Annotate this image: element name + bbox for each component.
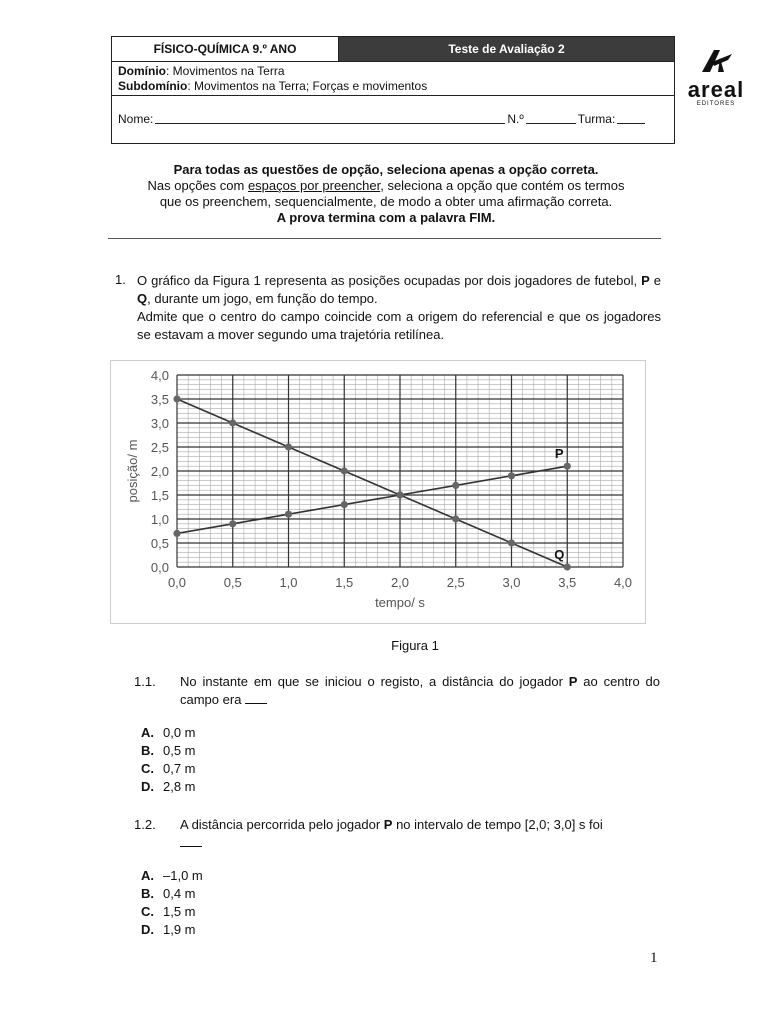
option-text: 1,5 m xyxy=(163,904,196,919)
option-letter: B. xyxy=(141,886,154,901)
x-tick-label: 3,5 xyxy=(558,575,577,590)
data-point-q xyxy=(229,419,236,426)
page-number: 1 xyxy=(650,950,658,966)
number-label: N.º xyxy=(507,112,524,126)
option-letter: D. xyxy=(141,779,154,794)
data-point-p xyxy=(341,501,348,508)
x-tick-label: 0,0 xyxy=(167,575,187,590)
option-letter: B. xyxy=(141,743,154,758)
data-point-q xyxy=(173,395,180,402)
data-point-q xyxy=(508,539,515,546)
data-point-p xyxy=(173,530,180,537)
option-text: 1,9 m xyxy=(163,922,196,937)
chart-svg xyxy=(111,361,645,623)
option-c[interactable] xyxy=(141,760,196,778)
data-point-q xyxy=(396,491,403,498)
y-tick-label: 0,0 xyxy=(150,560,169,575)
domain-line xyxy=(118,64,668,79)
class-field[interactable] xyxy=(617,112,645,124)
test-header xyxy=(111,36,675,144)
data-point-q xyxy=(285,443,292,450)
logo-mark-icon xyxy=(698,48,734,74)
option-b[interactable] xyxy=(141,742,196,760)
q1-player-p: P xyxy=(641,273,650,288)
x-tick-label: 2,0 xyxy=(390,575,410,590)
figure-caption: Figura 1 xyxy=(391,638,439,653)
q1-text-a: O gráfico da Figura 1 representa as posições ocupadas por dois jogadores de futebol, xyxy=(137,273,642,288)
q1-text-c: Admite que o centro do campo coincide com a origem do referencial e que os jogadores se estavam a mover segundo uma trajetória retilínea. xyxy=(137,309,661,342)
x-tick-label: 4,0 xyxy=(613,575,633,590)
instruction-line-4: A prova termina com a palavra FIM. xyxy=(276,210,496,225)
question-1-2-number: 1.2. xyxy=(134,817,156,832)
test-title: Teste de Avaliação 2 xyxy=(339,37,674,61)
option-letter: A. xyxy=(141,868,154,883)
data-point-q xyxy=(341,467,348,474)
y-tick-label: 0,5 xyxy=(150,536,169,551)
y-tick-label: 2,0 xyxy=(150,464,169,479)
class-label: Turma: xyxy=(577,112,616,126)
option-c[interactable] xyxy=(141,903,203,921)
data-point-p xyxy=(452,482,459,489)
data-point-p xyxy=(564,463,571,470)
name-field[interactable] xyxy=(155,112,505,124)
answer-blank xyxy=(245,693,267,704)
subdomain-value: : Movimentos na Terra; Forças e movimentos xyxy=(187,79,428,93)
header-title-row xyxy=(112,37,674,62)
option-d[interactable] xyxy=(141,778,196,796)
data-point-p xyxy=(229,520,236,527)
y-tick-label: 3,5 xyxy=(150,392,169,407)
q11-player-p: P xyxy=(568,674,578,689)
series-label-p: P xyxy=(554,446,564,462)
x-tick-label: 0,5 xyxy=(223,575,242,590)
domain-label: Domínio xyxy=(118,64,166,78)
option-a[interactable] xyxy=(141,724,196,742)
option-letter: C. xyxy=(141,904,154,919)
logo-word: areal xyxy=(687,77,745,102)
instruction-line-3: que os preenchem, sequencialmente, de modo a obter uma afirmação correta. xyxy=(159,194,613,209)
y-tick-label: 2,5 xyxy=(150,440,169,455)
data-point-p xyxy=(508,472,515,479)
subdomain-line xyxy=(118,79,668,94)
x-tick-label: 3,0 xyxy=(502,575,521,590)
instruction-line-2-underlined: espaços por preencher xyxy=(247,178,381,193)
option-d[interactable] xyxy=(141,921,203,939)
instruction-line-2-post: , seleciona a opção que contém os termos xyxy=(380,178,625,193)
x-axis-label: tempo/ s xyxy=(375,595,425,610)
option-text: 0,0 m xyxy=(163,725,196,740)
q12-text-a: A distância percorrida pelo jogador xyxy=(180,817,384,832)
q1-and: e xyxy=(649,273,662,288)
q12-text-b: no intervalo de tempo [2,0; 3,0] s foi xyxy=(392,817,603,832)
question-1-1-options xyxy=(141,724,196,796)
publisher-logo xyxy=(684,48,748,107)
x-tick-label: 2,5 xyxy=(446,575,465,590)
data-point-q xyxy=(564,563,571,570)
name-label: Nome: xyxy=(118,112,154,126)
data-point-q xyxy=(452,515,459,522)
separator-line xyxy=(108,238,661,239)
question-1-2-text xyxy=(180,816,660,852)
x-tick-label: 1,5 xyxy=(335,575,354,590)
logo-subtitle: EDITORES xyxy=(696,101,736,107)
option-text: –1,0 m xyxy=(163,868,203,883)
y-tick-label: 3,0 xyxy=(150,416,169,431)
option-text: 2,8 m xyxy=(163,779,196,794)
q11-text-a: No instante em que se iniciou o registo, a distância do jogador xyxy=(180,674,569,689)
q1-player-q: Q xyxy=(137,291,148,306)
subject-title: FÍSICO-QUÍMICA 9.º ANO xyxy=(112,37,339,61)
instruction-line-2 xyxy=(108,178,664,194)
instructions xyxy=(108,162,664,226)
q11-text-b: ao centro do campo era xyxy=(180,674,660,707)
subdomain-label: Subdomínio xyxy=(118,79,188,93)
option-text: 0,4 m xyxy=(163,886,196,901)
question-1-1-number: 1.1. xyxy=(134,674,156,689)
option-a[interactable] xyxy=(141,867,203,885)
position-time-chart xyxy=(110,360,646,624)
option-b[interactable] xyxy=(141,885,203,903)
option-letter: C. xyxy=(141,761,154,776)
question-1-number: 1. xyxy=(115,272,126,287)
y-tick-label: 1,5 xyxy=(150,488,169,503)
answer-blank xyxy=(180,836,202,847)
series-label-q: Q xyxy=(554,547,565,562)
number-field[interactable] xyxy=(526,112,576,124)
y-axis-label: posição/ m xyxy=(125,439,140,503)
data-point-p xyxy=(285,511,292,518)
option-text: 0,5 m xyxy=(163,743,196,758)
domain-value: : Movimentos na Terra xyxy=(166,64,285,78)
q1-text-b: , durante um jogo, em função do tempo. xyxy=(147,291,378,306)
instruction-line-2-pre: Nas opções com xyxy=(147,178,248,193)
option-text: 0,7 m xyxy=(163,761,196,776)
y-tick-label: 1,0 xyxy=(150,512,169,527)
question-1-text xyxy=(137,272,661,344)
x-tick-label: 1,0 xyxy=(279,575,298,590)
option-letter: A. xyxy=(141,725,154,740)
q12-player-p: P xyxy=(383,817,393,832)
y-tick-label: 4,0 xyxy=(150,368,169,383)
option-letter: D. xyxy=(141,922,154,937)
domain-block xyxy=(112,62,674,96)
student-fields xyxy=(112,96,674,126)
question-1-2-options xyxy=(141,867,203,939)
instruction-line-1: Para todas as questões de opção, seleciona apenas a opção correta. xyxy=(173,162,599,177)
question-1-1-text xyxy=(180,673,660,709)
